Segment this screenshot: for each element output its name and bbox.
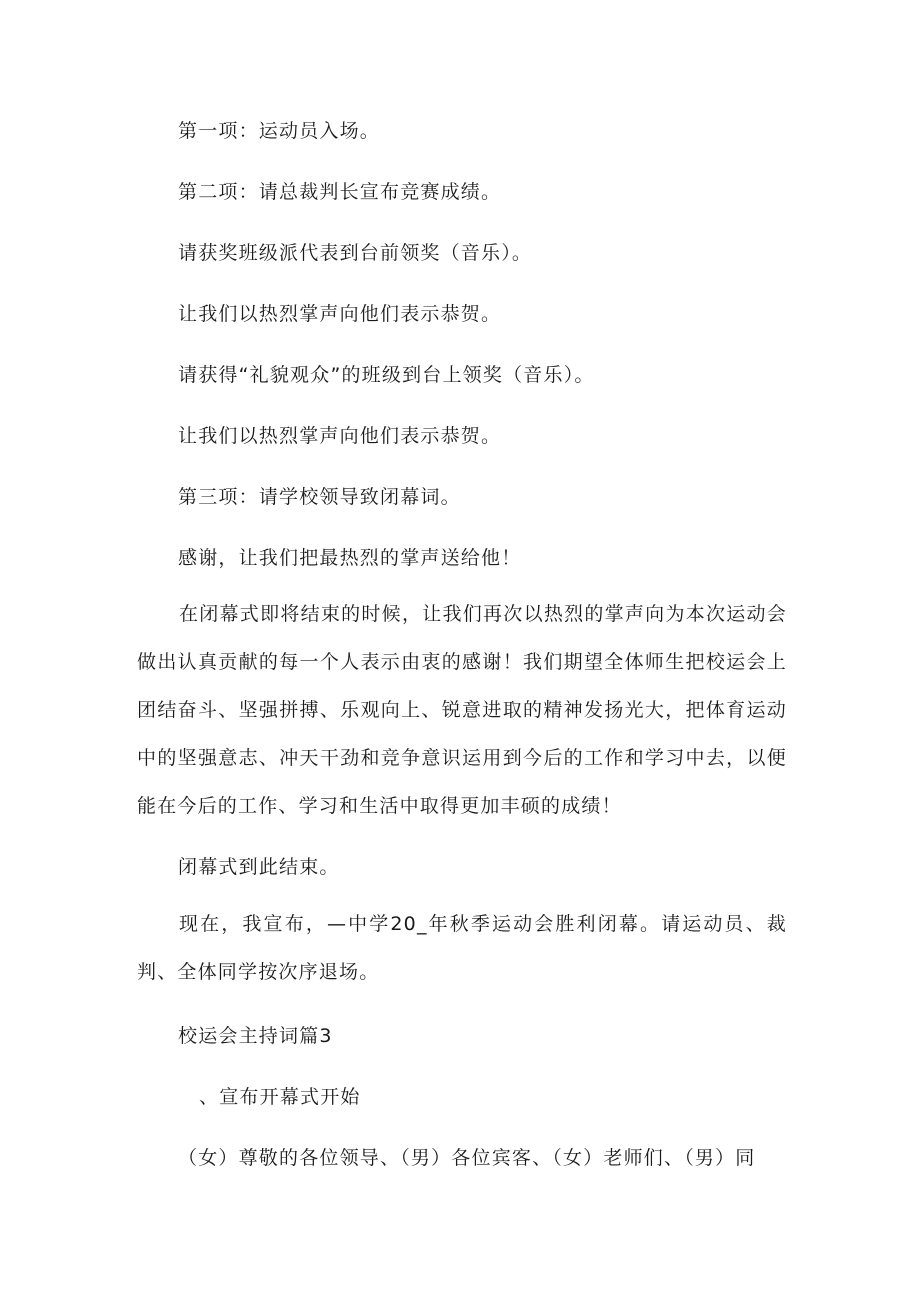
polite-audience-award: 请获得“礼貌观众”的班级到台上领奖（音乐）。 (178, 364, 595, 386)
thanks-applause: 感谢，让我们把最热烈的掌声送给他！ (178, 547, 522, 569)
applause-congratulate-2: 让我们以热烈掌声向他们表示恭贺。 (178, 425, 502, 447)
closing-paragraph: 在闭幕式即将结束的时候，让我们再次以热烈的掌声向为本次运动会做出认真贡献的每一个人表示由衷的感谢！我们期望全体师生把校运会上团结奋斗、坚强拼搏、乐观向上、锐意进取的精神发扬光大，把体育运动中的坚强意志、冲天干劲和竞争意识运用到今后的工作和学习中去，以便能在今后的工作、学习和生活中取得更加丰硕的成绩！ (137, 603, 787, 817)
item-two-announce-results: 第二项：请总裁判长宣布竞赛成绩。 (178, 181, 502, 203)
closing-ceremony-end: 闭幕式到此结束。 (178, 856, 340, 878)
item-three-closing-speech: 第三项：请学校领导致闭幕词。 (178, 486, 461, 508)
greeting-line: （女）尊敬的各位领导、（男）各位宾客、（女）老师们、（男）同 (178, 1147, 756, 1169)
award-class-representatives: 请获奖班级派代表到台前领奖（音乐）。 (178, 242, 533, 264)
announce-opening: 、宣布开幕式开始 (199, 1086, 361, 1108)
section-title: 校运会主持词篇3 (178, 1025, 333, 1047)
applause-congratulate-1: 让我们以热烈掌声向他们表示恭贺。 (178, 303, 502, 325)
announcement-paragraph: 现在，我宣布，—中学20_年秋季运动会胜利闭幕。请运动员、裁判、全体同学按次序退场。 (137, 913, 787, 983)
item-one-athletes-enter: 第一项：运动员入场。 (178, 120, 381, 142)
